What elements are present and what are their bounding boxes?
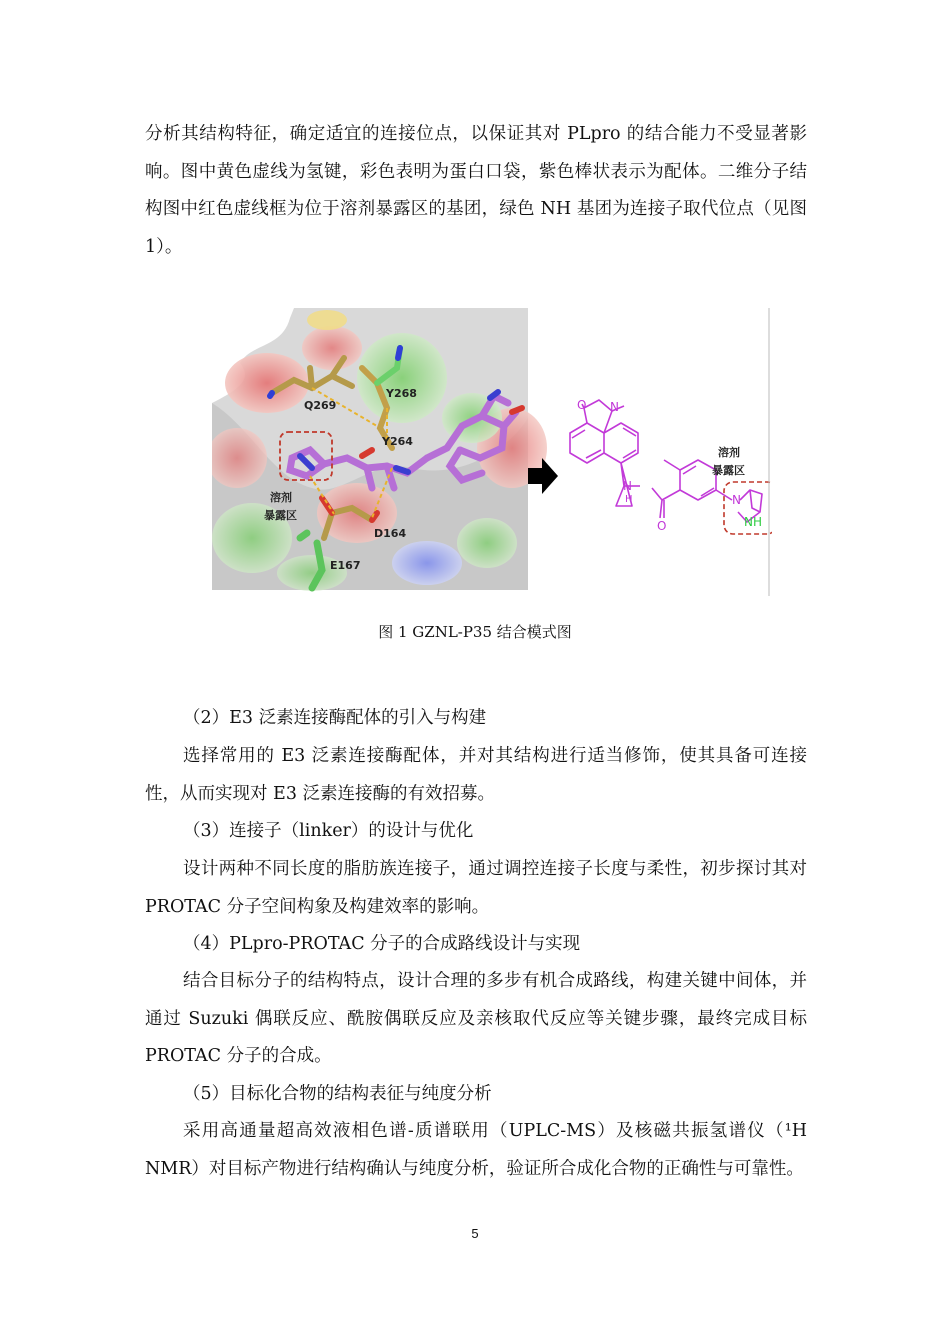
- atom-n-ring: N: [732, 493, 741, 507]
- residue-label-q269: Q269: [304, 399, 337, 412]
- solvent-label-3d-line1: 溶剂: [270, 491, 292, 504]
- binding-mode-illustration: [212, 308, 772, 598]
- residue-label-d164: D164: [374, 527, 407, 540]
- atom-n-amide: N: [623, 479, 632, 493]
- intro-paragraph: 分析其结构特征，确定适宜的连接位点，以保证其对 PLpro 的结合能力不受显著影响。图中黄色虚线为氢键，彩色表明为蛋白口袋，紫色棒状表示为配体。二维分子结构图中红色虚线框为位于溶剂暴露区的基团，绿色 NH 基团为连接子取代位点（见图 1）。: [145, 124, 807, 257]
- residue-label-e167: E167: [330, 559, 361, 572]
- section-2-body: 选择常用的 E3 泛素连接酶配体，并对其结构进行适当修饰，使其具备可连接性，从而实现对 E3 泛素连接酶的有效招募。: [145, 746, 807, 804]
- atom-nh-linker-site: NH: [744, 515, 762, 529]
- atom-o-carbonyl: O: [577, 398, 587, 412]
- residue-label-y264: Y264: [382, 435, 413, 448]
- residue-label-y268: Y268: [386, 387, 417, 400]
- atom-n-methyl: N: [610, 400, 619, 414]
- solvent-label-3d-line2: 暴露区: [264, 509, 297, 522]
- section-4-heading: （4）PLpro-PROTAC 分子的合成路线设计与实现: [183, 934, 581, 954]
- section-3-heading: （3）连接子（linker）的设计与优化: [183, 821, 474, 841]
- binding-mode-figure: [212, 308, 772, 598]
- atom-o-amide: O: [657, 519, 667, 533]
- atom-h-amide: H: [625, 494, 633, 505]
- solvent-label-2d-line2: 暴露区: [712, 464, 745, 477]
- section-5-heading: （5）目标化合物的结构表征与纯度分析: [183, 1084, 492, 1104]
- section-5-body: 采用高通量超高效液相色谱-质谱联用（UPLC-MS）及核磁共振氢谱仪（¹H NMR）对目标产物进行结构确认与纯度分析，验证所合成化合物的正确性与可靠性。: [145, 1121, 807, 1179]
- figure-caption: 图 1 GZNL-P35 结合模式图: [378, 623, 572, 641]
- page-number: 5: [471, 1226, 479, 1241]
- section-4-body: 结合目标分子的结构特点，设计合理的多步有机合成路线，构建关键中间体，并通过 Suzuki 偶联反应、酰胺偶联反应及亲核取代反应等关键步骤，最终完成目标 PROTAC 分子的合成。: [145, 971, 807, 1066]
- solvent-label-2d-line1: 溶剂: [718, 446, 740, 459]
- section-3-body: 设计两种不同长度的脂肪族连接子，通过调控连接子长度与柔性，初步探讨其对 PROTAC 分子空间构象及构建效率的影响。: [145, 859, 807, 917]
- section-2-heading: （2）E3 泛素连接酶配体的引入与构建: [183, 708, 487, 728]
